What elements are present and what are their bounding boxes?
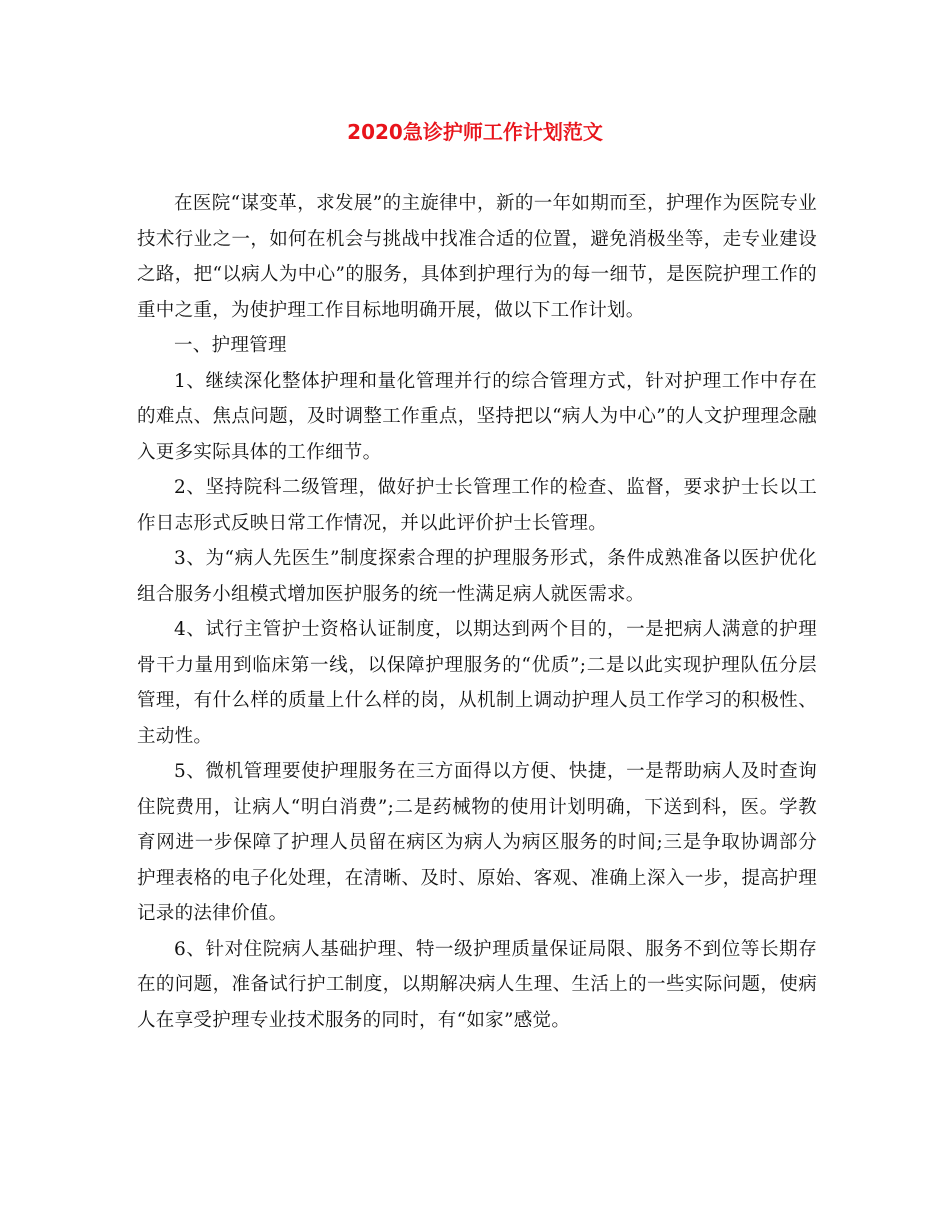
item-paragraph-4: 4、试行主管护士资格认证制度，以期达到两个目的，一是把病人满意的护理骨干力量用到临床第一线，以保障护理服务的“优质”;二是以此实现护理队伍分层管理，有什么样的质量上什么样的岗，从机制上调动护理人员工作学习的积极性、主动性。	[137, 619, 817, 747]
item-paragraph-5: 5、微机管理要使护理服务在三方面得以方便、快捷，一是帮助病人及时查询住院费用，让病人“明白消费”;二是药械物的使用计划明确，下送到科，医。学教育网进一步保障了护理人员留在病区为病人为病区服务的时间;三是争取协调部分护理表格的电子化处理，在清晰、及时、原始、客观、准确上深入一步，提高护理记录的法律价值。	[137, 761, 817, 924]
document-body	[137, 186, 817, 1038]
document-title: 2020急诊护师工作计划范文	[347, 120, 603, 144]
item-paragraph-3: 3、为“病人先医生”制度探索合理的护理服务形式，条件成熟准备以医护优化组合服务小组模式增加医护服务的统一性满足病人就医需求。	[137, 548, 817, 605]
section-heading: 一、护理管理	[174, 335, 287, 356]
item-paragraph-1: 1、继续深化整体护理和量化管理并行的综合管理方式，针对护理工作中存在的难点、焦点问题，及时调整工作重点，坚持把以“病人为中心”的人文护理理念融入更多实际具体的工作细节。	[137, 370, 817, 463]
intro-paragraph: 在医院“谋变革，求发展”的主旋律中，新的一年如期而至，护理作为医院专业技术行业之一，如何在机会与挑战中找准合适的位置，避免消极坐等，走专业建设之路，把“以病人为中心”的服务，具体到护理行为的每一细节，是医院护理工作的重中之重，为使护理工作目标地明确开展，做以下工作计划。	[137, 193, 817, 321]
item-paragraph-2: 2、坚持院科二级管理，做好护士长管理工作的检查、监督，要求护士长以工作日志形式反映日常工作情况，并以此评价护士长管理。	[137, 477, 817, 534]
item-paragraph-6: 6、针对住院病人基础护理、特一级护理质量保证局限、服务不到位等长期存在的问题，准备试行护工制度，以期解决病人生理、生活上的一些实际问题，使病人在享受护理专业技术服务的同时，有“如家”感觉。	[137, 938, 817, 1031]
